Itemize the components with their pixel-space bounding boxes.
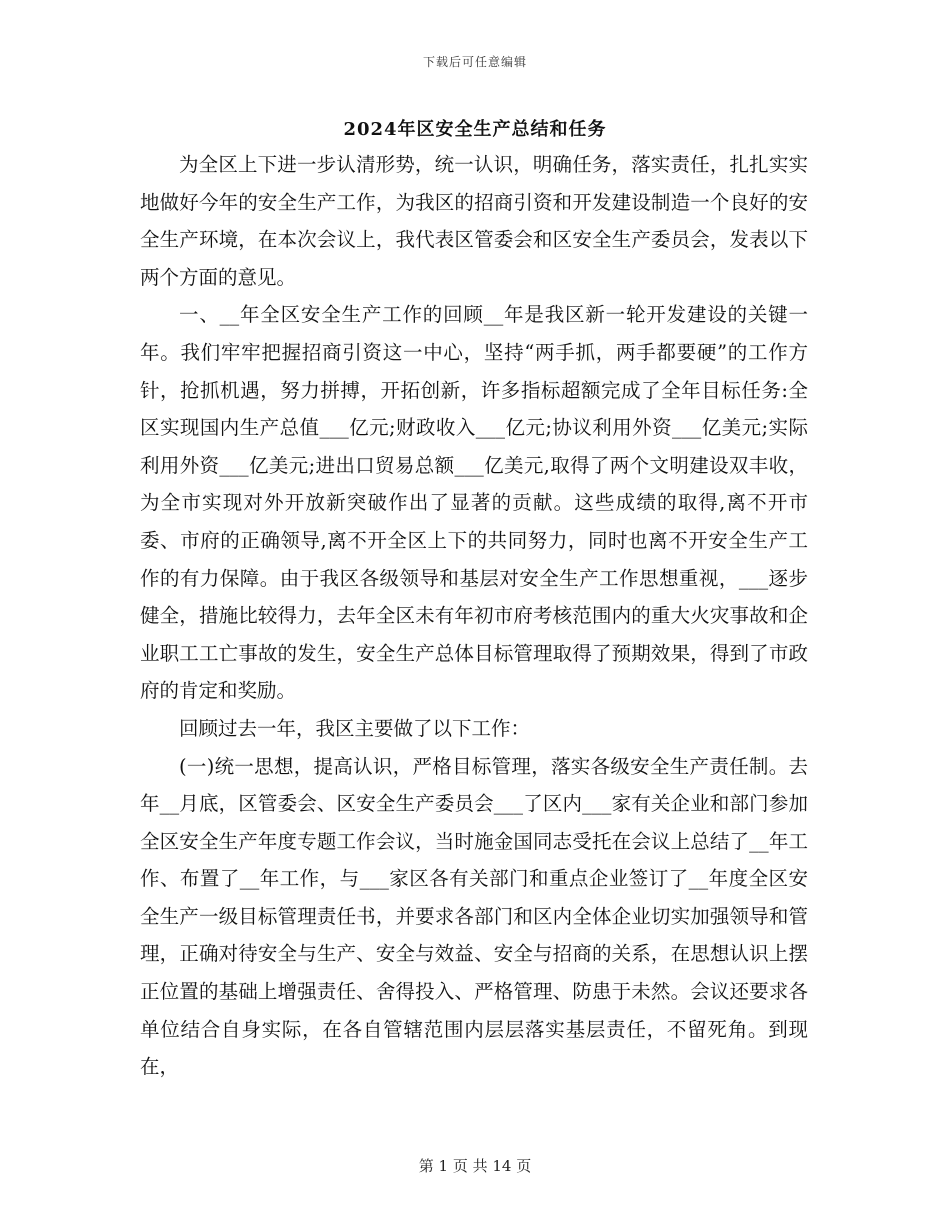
document-title: 2024年区安全生产总结和任务	[343, 119, 607, 140]
paragraph-intro: 为全区上下进一步认清形势，统一认识，明确任务，落实责任，扎扎实实地做好今年的安全生产工作，为我区的招商引资和开发建设制造一个良好的安全生产环境，在本次会议上，我代表区管委会和区安全生产委员会，发表以下两个方面的意见。	[140, 153, 808, 289]
document-body	[140, 146, 808, 1086]
paragraph-review: 一、__年全区安全生产工作的回顾__年是我区新一轮开发建设的关键一年。我们牢牢把握招商引资这一中心，坚持“两手抓，两手都要硬”的工作方针，抢抓机遇，努力拼搏，开拓创新，许多指标超额完成了全年目标任务:全区实现国内生产总值___亿元;财政收入___亿元;协议利用外资___亿美元;实际利用外资___亿美元;进出口贸易总额___亿美元,取得了两个文明建设双丰收，为全市实现对外开放新突破作出了显著的贡献。这些成绩的取得,离不开市委、市府的正确领导,离不开全区上下的共同努力，同时也离不开安全生产工作的有力保障。由于我区各级领导和基层对安全生产工作思想重视，___逐步健全，措施比较得力，去年全区未有年初市府考核范围内的重大火灾事故和企业职工工亡事故的发生，安全生产总体目标管理取得了预期效果，得到了市政府的肯定和奖励。	[140, 303, 808, 703]
page-header: 下载后可任意编辑	[422, 55, 527, 69]
paragraph-item-one: (一)统一思想，提高认识，严格目标管理，落实各级安全生产责任制。去年__月底，区管委会、区安全生产委员会___了区内___家有关企业和部门参加全区安全生产年度专题工作会议，当时施金国同志受托在会议上总结了__年工作、布置了__年工作，与___家区各有关部门和重点企业签订了__年度全区安全生产一级目标管理责任书，并要求各部门和区内全体企业切实加强领导和管理，正确对待安全与生产、安全与效益、安全与招商的关系，在思想认识上摆正位置的基础上增强责任、舍得投入、严格管理、防患于未然。会议还要求各单位结合自身实际，在各自管辖范围内层层落实基层责任，不留死角。到现在，	[140, 754, 808, 1079]
page-number: 第 1 页 共 14 页	[418, 1157, 532, 1175]
paragraph-summary-lead: 回顾过去一年，我区主要做了以下工作：	[179, 716, 531, 740]
